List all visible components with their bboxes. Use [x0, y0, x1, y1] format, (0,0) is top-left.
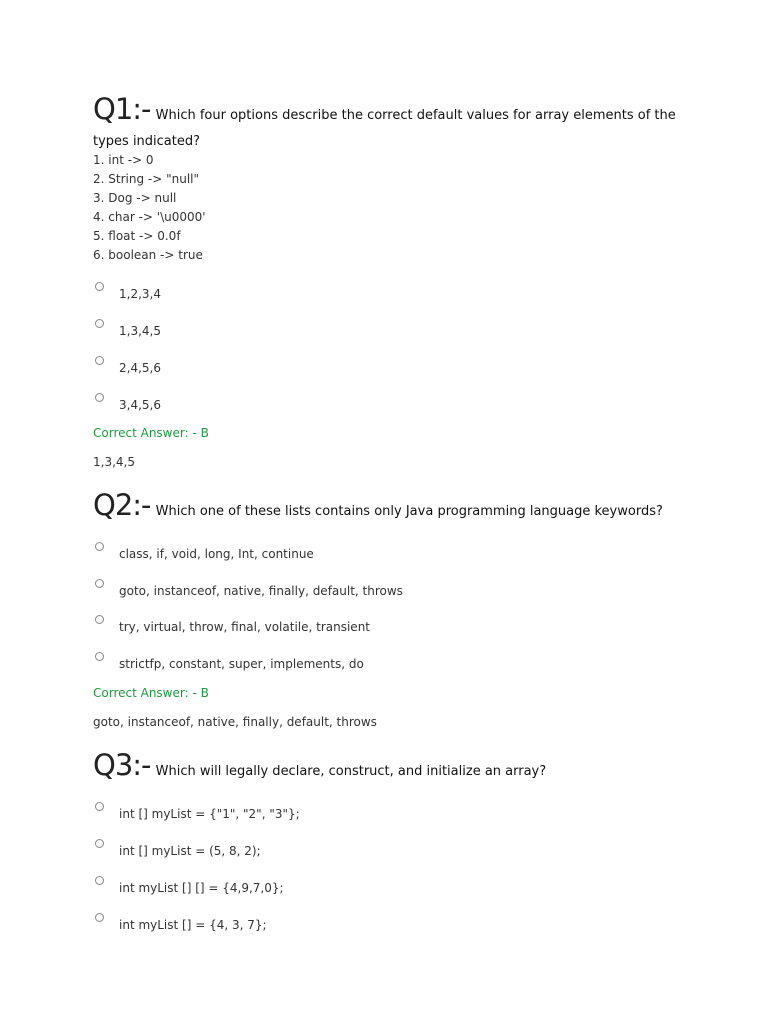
radio-button-icon[interactable] — [95, 356, 104, 365]
q2-number: Q2:- — [93, 488, 151, 522]
q1-statement: 3. Dog -> null — [93, 191, 177, 205]
q1-question-text: Which four options describe the correct default values for array elements of the — [155, 108, 676, 123]
radio-button-icon[interactable] — [95, 542, 104, 551]
q2-heading — [93, 488, 663, 522]
radio-button-icon[interactable] — [95, 913, 104, 922]
q1-option-d-label: 3,4,5,6 — [119, 398, 161, 412]
radio-button-icon[interactable] — [95, 579, 104, 588]
q2-question-text: Which one of these lists contains only Java programming language keywords? — [155, 504, 663, 519]
radio-button-icon[interactable] — [95, 393, 104, 402]
q2-option-b-label: goto, instanceof, native, finally, default, throws — [119, 584, 403, 598]
q1-statement: 6. boolean -> true — [93, 248, 203, 262]
q3-option-b-label: int [] myList = (5, 8, 2); — [119, 844, 261, 858]
q1-statement: 1. int -> 0 — [93, 153, 154, 167]
radio-button-icon[interactable] — [95, 876, 104, 885]
q1-heading — [93, 92, 676, 126]
q2-answer: goto, instanceof, native, finally, default, throws — [93, 715, 377, 729]
radio-button-icon[interactable] — [95, 802, 104, 811]
q2-option-d-label: strictfp, constant, super, implements, do — [119, 657, 364, 671]
q3-option-d-label: int myList [] = {4, 3, 7}; — [119, 918, 267, 932]
q1-option-a-label: 1,2,3,4 — [119, 287, 161, 301]
q1-statement: 4. char -> '\u0000' — [93, 210, 206, 224]
q3-question-text: Which will legally declare, construct, and initialize an array? — [155, 764, 547, 779]
radio-button-icon[interactable] — [95, 319, 104, 328]
q1-statement: 5. float -> 0.0f — [93, 229, 181, 243]
q1-option-b-label: 1,3,4,5 — [119, 324, 161, 338]
q1-number: Q1:- — [93, 92, 151, 126]
q3-option-a-label: int [] myList = {"1", "2", "3"}; — [119, 807, 300, 821]
q1-answer: 1,3,4,5 — [93, 455, 135, 469]
q1-question-text-cont: types indicated? — [93, 134, 201, 149]
radio-button-icon[interactable] — [95, 839, 104, 848]
q3-option-c-label: int myList [] [] = {4,9,7,0}; — [119, 881, 284, 895]
radio-button-icon[interactable] — [95, 615, 104, 624]
q3-number: Q3:- — [93, 748, 151, 782]
q2-option-a-label: class, if, void, long, Int, continue — [119, 547, 314, 561]
q1-statement: 2. String -> "null" — [93, 172, 200, 186]
q2-option-c-label: try, virtual, throw, final, volatile, transient — [119, 620, 371, 634]
radio-button-icon[interactable] — [95, 652, 104, 661]
radio-button-icon[interactable] — [95, 282, 104, 291]
q2-correct-answer-label: Correct Answer: - B — [93, 686, 209, 700]
q1-correct-answer-label: Correct Answer: - B — [93, 426, 209, 440]
q3-heading — [93, 748, 546, 782]
q1-option-c-label: 2,4,5,6 — [119, 361, 161, 375]
